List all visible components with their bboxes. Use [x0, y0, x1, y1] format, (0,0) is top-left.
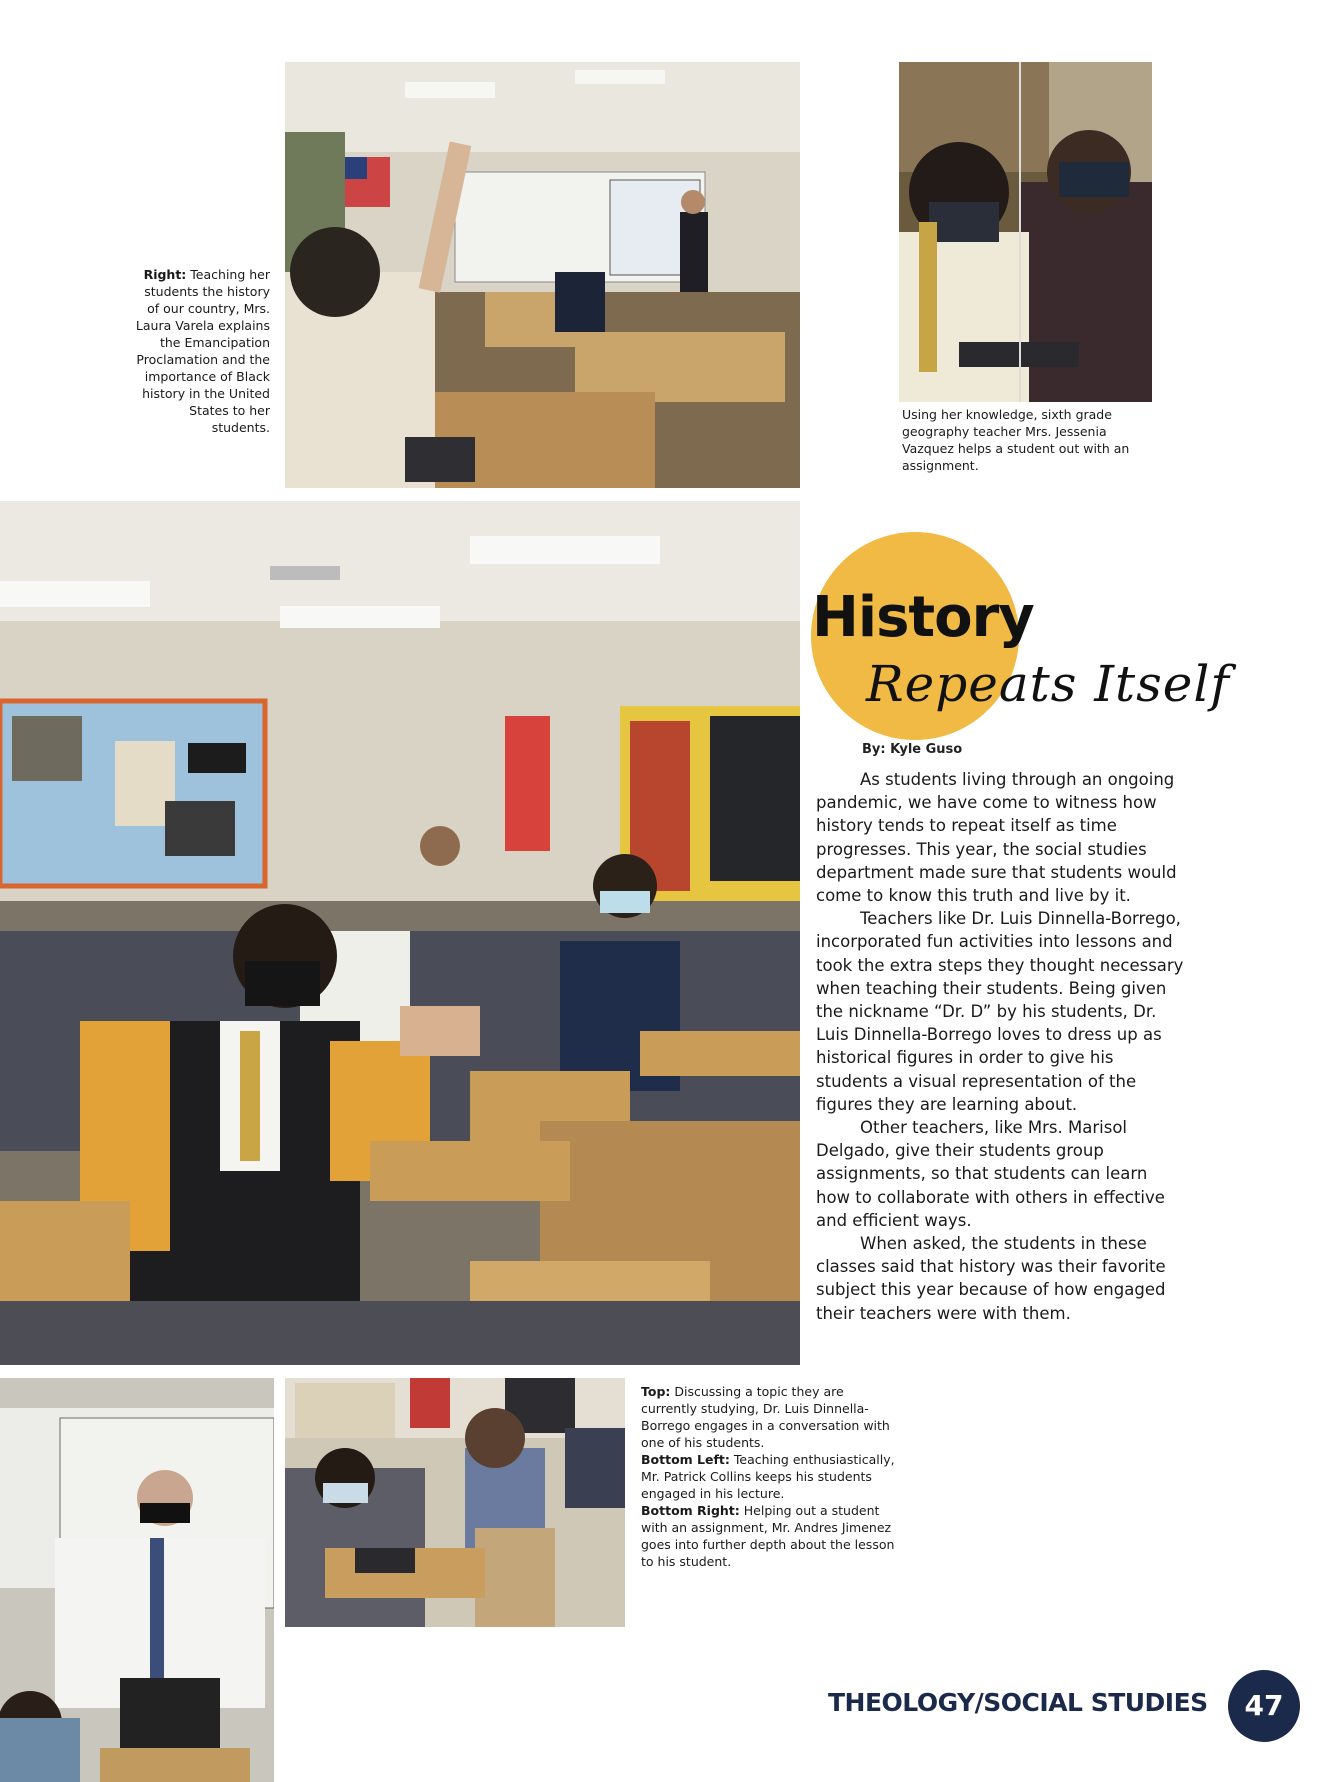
photo-top-right — [899, 62, 1152, 402]
page-number-badge: 47 — [1228, 1670, 1300, 1742]
caption-text: Teaching enthusiastically, Mr. Patrick Collins keeps his students engaged in his lecture. — [641, 1452, 895, 1501]
photo-main — [0, 501, 800, 1365]
page-subtitle-script: Repeats Itself — [866, 655, 1230, 713]
caption-text: Discussing a topic they are currently studying, Dr. Luis Dinnella-Borrego engages in a conversation with one of his students. — [641, 1384, 890, 1450]
caption-label: Right: — [143, 267, 187, 282]
byline: By: Kyle Guso — [862, 742, 963, 757]
page-title: History — [812, 585, 1034, 650]
caption-bottom — [641, 1383, 896, 1570]
caption-text: Using her knowledge, sixth grade geography teacher Mrs. Jessenia Vazquez helps a student out with an assignment. — [902, 407, 1130, 473]
article-body — [816, 768, 1186, 1325]
caption-top-right — [902, 406, 1157, 474]
caption-label: Bottom Right: — [641, 1503, 740, 1518]
caption-text: Helping out a student with an assignment, Mr. Andres Jimenez goes into further depth about the lesson to his student. — [641, 1503, 895, 1569]
section-footer: THEOLOGY/SOCIAL STUDIES — [828, 1688, 1208, 1717]
caption-top-left — [130, 266, 270, 436]
article-paragraph: Other teachers, like Mrs. Marisol Delgado, give their students group assignments, so that students can learn how to collaborate with others in effective and efficient ways. — [816, 1118, 1165, 1230]
article-paragraph: Teachers like Dr. Luis Dinnella-Borrego, incorporated fun activities into lessons and took the extra steps they thought necessary when teaching their students. Being given the nickname “Dr. D” by his students, Dr. Luis Dinnella-Borrego loves to dress up as historical figures in order to give his students a visual representation of the figures they are learning about. — [816, 909, 1184, 1114]
caption-bottom-right-entry — [641, 1502, 896, 1570]
caption-bottom-left-entry — [641, 1451, 896, 1502]
caption-top-entry — [641, 1383, 896, 1451]
photo-bottom-left — [0, 1378, 274, 1782]
photo-top-center — [285, 62, 800, 488]
caption-text: Teaching her students the history of our country, Mrs. Laura Varela explains the Emancipation Proclamation and the importance of Black history in the United States to her students. — [135, 267, 270, 435]
article-paragraph: When asked, the students in these classes said that history was their favorite subject this year because of how engaged their teachers were with them. — [816, 1234, 1166, 1323]
caption-label: Top: — [641, 1384, 671, 1399]
article-paragraph: As students living through an ongoing pandemic, we have come to witness how history tends to repeat itself as time progresses. This year, the social studies department made sure that students would come to know this truth and live by it. — [816, 770, 1177, 906]
photo-bottom-center — [285, 1378, 625, 1627]
caption-label: Bottom Left: — [641, 1452, 730, 1467]
